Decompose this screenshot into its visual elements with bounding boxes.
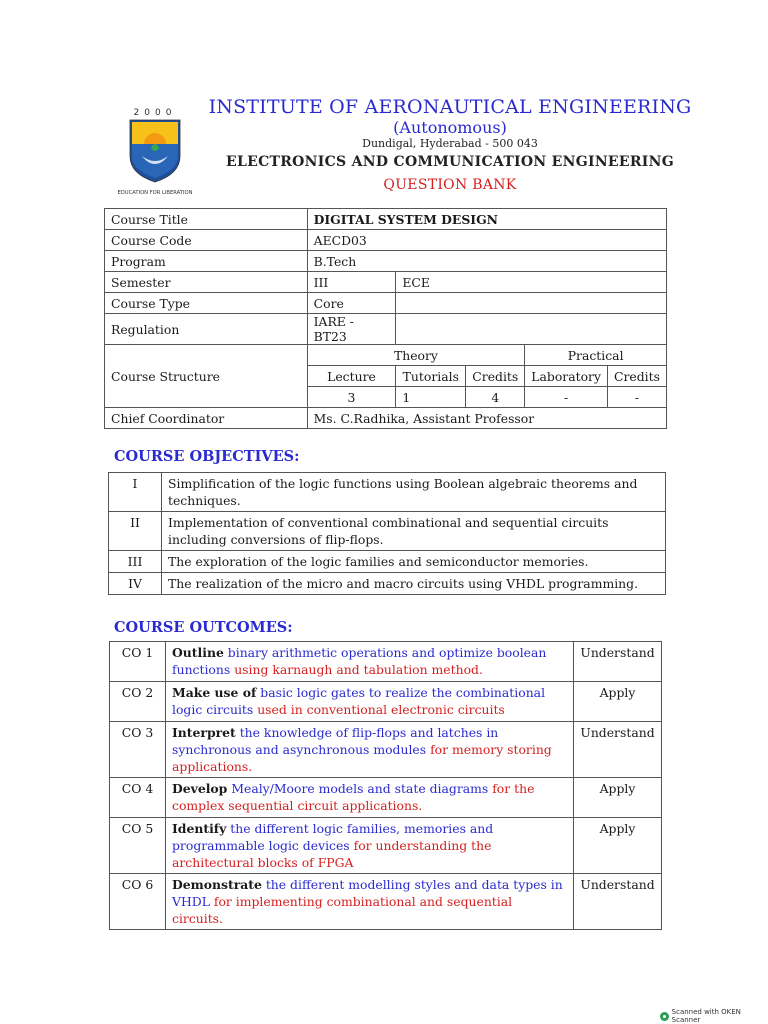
institute-name: INSTITUTE OF AERONAUTICAL ENGINEERING [208,96,692,118]
outcome-red-text: for understanding the architectural blocks of FPGA [172,838,492,870]
outcome-code: CO 3 [110,722,166,778]
outcome-verb: Demonstrate [172,877,262,892]
lecture-value: 3 [307,387,396,408]
semester-label: Semester [105,272,308,293]
outcome-verb: Make use of [172,685,257,700]
semester-branch: ECE [396,272,667,293]
course-type-value: Core [307,293,396,314]
outcome-red-text: for implementing combinational and sequential circuits. [172,894,513,926]
table-row [109,573,666,595]
course-title-label: Course Title [105,209,308,230]
objectives-heading: COURSE OBJECTIVES: [114,448,300,465]
table-row [110,722,662,778]
empty-cell [396,293,667,314]
table-row [105,345,667,366]
outcome-verb: Develop [172,781,228,796]
logo-motto: EDUCATION FOR LIBERATION [117,190,193,196]
table-row [105,408,667,429]
outcomes-table [109,641,662,930]
outcome-text [166,778,574,818]
scanner-icon [660,1012,669,1021]
semester-value: III [307,272,396,293]
course-info-table [104,208,667,429]
table-row [105,251,667,272]
scanner-text: Scanned with OKEN Scanner [671,1008,741,1024]
outcome-red-text: using karnaugh and tabulation method. [234,662,483,677]
objective-number: I [109,473,162,512]
regulation-value: IARE - BT23 [307,314,396,345]
outcome-text [166,682,574,722]
credits-value: 4 [466,387,525,408]
course-title-value: DIGITAL SYSTEM DESIGN [307,209,666,230]
course-code-label: Course Code [105,230,308,251]
outcome-blue-text: the different modelling styles and data types in VHDL [172,877,563,909]
outcome-level: Understand [574,722,662,778]
theory-header: Theory [307,345,525,366]
address: Dundigal, Hyderabad - 500 043 [362,137,538,150]
outcome-code: CO 1 [110,642,166,682]
department-name: ELECTRONICS AND COMMUNICATION ENGINEERING [225,154,675,170]
regulation-label: Regulation [105,314,308,345]
outcome-verb: Identify [172,821,227,836]
table-row [105,293,667,314]
practical-header: Practical [525,345,667,366]
outcome-text [166,818,574,874]
logo-year: 2000 [133,108,177,118]
objective-text: Simplification of the logic functions using Boolean algebraic theorems and techniques. [162,473,666,512]
table-row [110,874,662,930]
outcome-red-text: for memory storing applications. [172,742,552,774]
outcome-blue-text: Mealy/Moore models and state diagrams [231,781,489,796]
coordinator-label: Chief Coordinator [105,408,308,429]
autonomous-label: (Autonomous) [393,118,507,137]
outcome-text [166,722,574,778]
table-row [105,314,667,345]
laboratory-value: - [525,387,608,408]
outcome-blue-text: the different logic families, memories and programmable logic devices [172,821,494,853]
outcome-blue-text: basic logic gates to realize the combinational logic circuits [172,685,546,717]
table-row [110,642,662,682]
practical-credits-header: Credits [607,366,666,387]
table-row [109,473,666,512]
practical-credits-value: - [607,387,666,408]
credits-header: Credits [466,366,525,387]
course-structure-label: Course Structure [105,345,308,408]
program-label: Program [105,251,308,272]
objective-text: Implementation of conventional combinational and sequential circuits including conversions of flip-flops. [162,512,666,551]
outcome-level: Understand [574,642,662,682]
tutorials-header: Tutorials [396,366,466,387]
course-type-label: Course Type [105,293,308,314]
lecture-header: Lecture [307,366,396,387]
outcome-level: Apply [574,778,662,818]
institute-logo [116,104,194,196]
scanner-watermark [660,1008,768,1024]
table-row [105,209,667,230]
program-value: B.Tech [307,251,666,272]
outcome-code: CO 4 [110,778,166,818]
outcome-text [166,874,574,930]
outcome-code: CO 5 [110,818,166,874]
outcomes-heading: COURSE OUTCOMES: [114,619,293,636]
table-row [110,778,662,818]
outcome-code: CO 6 [110,874,166,930]
objective-text: The exploration of the logic families and semiconductor memories. [162,551,666,573]
objective-number: II [109,512,162,551]
table-row [105,230,667,251]
outcome-verb: Interpret [172,725,236,740]
empty-cell [396,314,667,345]
outcome-blue-text: binary arithmetic operations and optimize boolean functions [172,645,547,677]
outcome-red-text: used in conventional electronic circuits [257,702,505,717]
course-code-value: AECD03 [307,230,666,251]
objective-text: The realization of the micro and macro circuits using VHDL programming. [162,573,666,595]
outcome-red-text: for the complex sequential circuit applications. [172,781,535,813]
objective-number: IV [109,573,162,595]
outcome-verb: Outline [172,645,224,660]
coordinator-value: Ms. C.Radhika, Assistant Professor [307,408,666,429]
table-row [110,818,662,874]
outcome-level: Apply [574,818,662,874]
table-row [109,512,666,551]
objectives-table [108,472,666,595]
outcome-text [166,642,574,682]
outcome-blue-text: the knowledge of flip-flops and latches in synchronous and asynchronous modules [172,725,499,757]
doc-title: QUESTION BANK [383,177,517,193]
outcome-code: CO 2 [110,682,166,722]
laboratory-header: Laboratory [525,366,608,387]
table-row [110,682,662,722]
tutorials-value: 1 [396,387,466,408]
table-row [109,551,666,573]
outcome-level: Apply [574,682,662,722]
outcome-level: Understand [574,874,662,930]
objective-number: III [109,551,162,573]
table-row [105,272,667,293]
